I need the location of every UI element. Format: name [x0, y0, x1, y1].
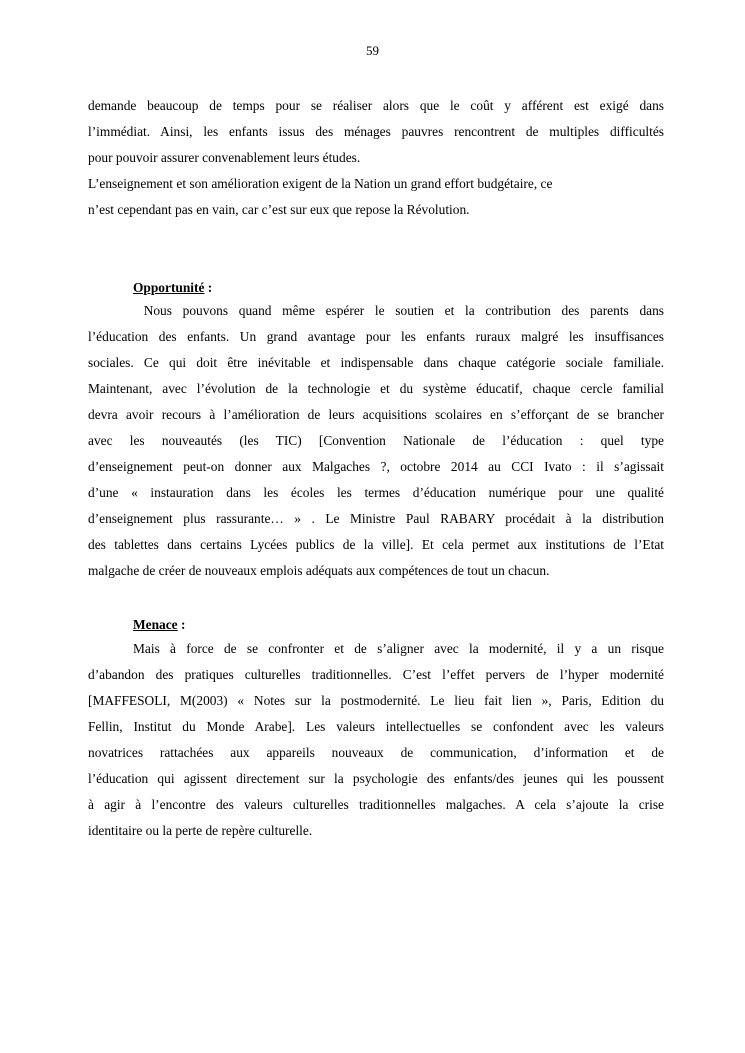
- text-line: d’abandon des pratiques culturelles traditionnelles. C’est l’effet pervers de l’hyper modernité: [88, 667, 664, 682]
- opportunity-title: Opportunité: [133, 280, 205, 295]
- text-line: n’est cependant pas en vain, car c’est sur eux que repose la Révolution.: [88, 202, 470, 217]
- text-line: d’enseignement plus rassurante… » . Le Ministre Paul RABARY procédait à la distribution: [88, 511, 664, 526]
- threat-heading: [133, 615, 185, 635]
- text-line: l’éducation des enfants. Un grand avantage pour les enfants ruraux malgré les insuffisances: [88, 329, 664, 344]
- text-line: novatrices rattachées aux appareils nouveaux de communication, d’information et de: [88, 745, 664, 760]
- text-line: Fellin, Institut du Monde Arabe]. Les valeurs intellectuelles se confondent avec les valeurs: [88, 719, 664, 734]
- text-line: Nous pouvons quand même espérer le soutien et la contribution des parents dans: [133, 303, 664, 318]
- text-line: devra avoir recours à l’amélioration de leurs acquisitions scolaires en s’efforçant de se brancher: [88, 407, 664, 422]
- text-line: avec les nouveautés (les TIC) [Convention Nationale de l’éducation : quel type: [88, 433, 664, 448]
- threat-paragraph: [88, 636, 664, 844]
- opportunity-heading: [133, 278, 212, 298]
- page-number: 59: [366, 43, 379, 58]
- text-line: demande beaucoup de temps pour se réaliser alors que le coût y afférent est exigé dans: [88, 98, 664, 113]
- intro-paragraph: [88, 93, 664, 223]
- text-line: d’une « instauration dans les écoles les termes d’éducation numérique pour une qualité: [88, 485, 664, 500]
- text-line: l’immédiat. Ainsi, les enfants issus des ménages pauvres rencontrent de multiples difficultés: [88, 124, 664, 139]
- opportunity-paragraph: [88, 298, 664, 584]
- opportunity-colon: :: [204, 280, 213, 295]
- text-line: sociales. Ce qui doit être inévitable et indispensable dans chaque catégorie sociale familiale.: [88, 355, 664, 370]
- text-line: [MAFFESOLI, M(2003) « Notes sur la postmodernité. Le lieu fait lien », Paris, Edition du: [88, 693, 664, 708]
- text-line: pour pouvoir assurer convenablement leurs études.: [88, 150, 361, 165]
- text-line: l’éducation qui agissent directement sur la psychologie des enfants/des jeunes qui les poussent: [88, 771, 664, 786]
- threat-colon: :: [177, 617, 186, 632]
- text-line: identitaire ou la perte de repère culturelle.: [88, 823, 313, 838]
- text-line: à agir à l’encontre des valeurs culturelles traditionnelles malgaches. A cela s’ajoute la crise: [88, 797, 664, 812]
- text-line: Maintenant, avec l’évolution de la technologie et du système éducatif, chaque cercle familial: [88, 381, 664, 396]
- text-line: d’enseignement peut-on donner aux Malgaches ?, octobre 2014 au CCI Ivato : il s’agissait: [88, 459, 664, 474]
- text-line: L’enseignement et son amélioration exigent de la Nation un grand effort budgétaire, ce: [88, 176, 553, 191]
- text-line: des tablettes dans certains Lycées publics de la ville]. Et cela permet aux institutions de l’Etat: [88, 537, 664, 552]
- threat-title: Menace: [133, 617, 178, 632]
- text-line: Mais à force de se confronter et de s’aligner avec la modernité, il y a un risque: [133, 641, 664, 656]
- text-line: malgache de créer de nouveaux emplois adéquats aux compétences de tout un chacun.: [88, 563, 550, 578]
